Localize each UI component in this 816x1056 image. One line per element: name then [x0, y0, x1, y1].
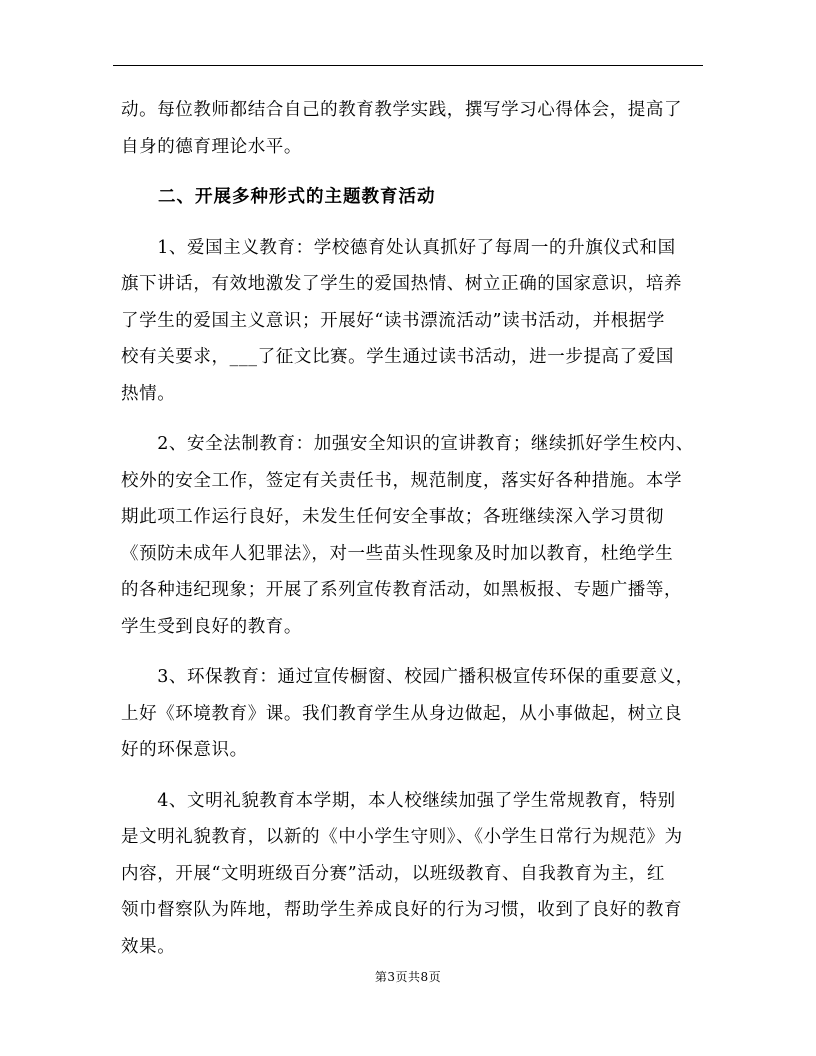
text-line: 热情。	[121, 383, 176, 404]
text-line: 3、环保教育：通过宣传橱窗、校园广播积极宣传环保的重要意义，	[121, 667, 694, 687]
text-line: 了学生的爱国主义意识；开展好“读书漂流活动”读书活动，并根据学	[121, 310, 665, 331]
paragraph-etiquette-education	[121, 783, 711, 966]
text-line: 校有关要求，___了征文比赛。学生通过读书活动，进一步提高了爱国	[121, 347, 674, 367]
text-line: 内容，开展“文明班级百分赛”活动，以班级教育、自我教育为主，红	[121, 863, 665, 884]
text-line: 是文明礼貌教育，以新的《中小学生守则》、《小学生日常行为规范》为	[121, 827, 683, 847]
text-line: 期此项工作运行良好，未发生任何安全事故；各班继续深入学习贯彻	[121, 507, 664, 527]
text-line: 领巾督察队为阵地，帮助学生养成良好的行为习惯，收到了良好的教育	[121, 900, 683, 920]
text-line: 旗下讲话，有效地激发了学生的爱国热情、树立正确的国家意识，培养	[121, 274, 683, 294]
text-line: 校外的安全工作，签定有关责任书，规范制度，落实好各种措施。本学	[121, 470, 683, 491]
heading-line: 二、开展多种形式的主题教育活动	[121, 187, 436, 207]
text-line: 好的环保意识。	[121, 740, 248, 760]
document-body	[121, 92, 711, 965]
paragraph-safety-legal-education	[121, 426, 711, 645]
text-line: 4、文明礼貌教育本学期，本人校继续加强了学生常规教育，特别	[121, 790, 676, 811]
paragraph-patriotic-education	[121, 230, 711, 413]
text-line: 学生受到良好的教育。	[121, 616, 302, 637]
text-line: 动。每位教师都结合自己的教育教学实践，撰写学习心得体会，提高了	[121, 100, 683, 120]
text-line: 1、爱国主义教育：学校德育处认真抓好了每周一的升旗仪式和国	[121, 237, 676, 258]
text-line: 上好《环境教育》课。我们教育学生从身边做起，从小事做起，树立良	[121, 703, 683, 724]
header-rule	[113, 65, 703, 66]
text-line: 的各种违纪现象；开展了系列宣传教育活动，如黑板报、专题广播等，	[121, 580, 683, 600]
page-number: 第3页共8页	[374, 970, 442, 984]
text-line: 2、安全法制教育：加强安全知识的宣讲教育；继续抓好学生校内、	[121, 434, 694, 454]
text-line: 《预防未成年人犯罪法》，对一些苗头性现象及时加以教育，杜绝学生	[121, 543, 674, 564]
section-heading	[121, 179, 711, 216]
paragraph-1	[121, 92, 711, 165]
text-line: 效果。	[121, 936, 176, 957]
paragraph-environmental-education	[121, 659, 711, 769]
text-line: 自身的德育理论水平。	[121, 136, 302, 157]
